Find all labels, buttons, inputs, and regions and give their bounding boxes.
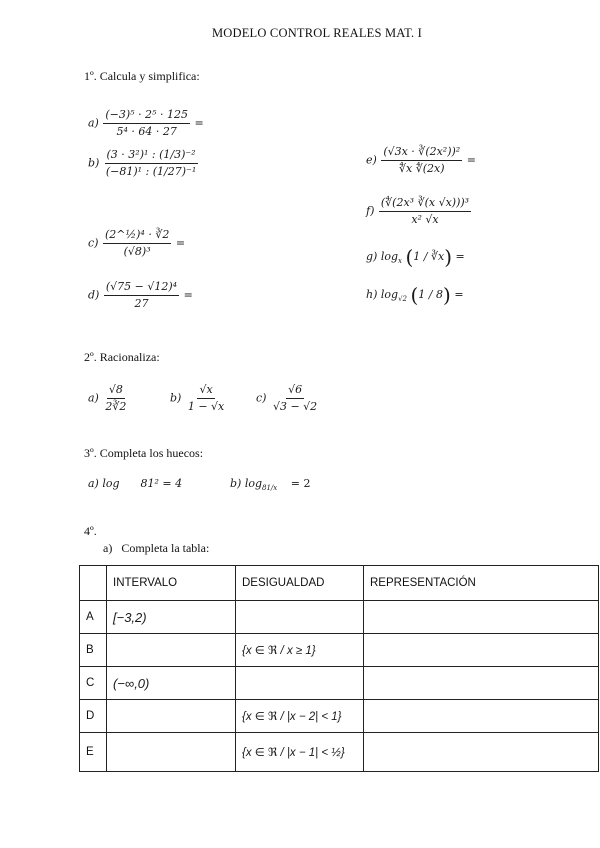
fraction-denominator: 27 bbox=[134, 297, 149, 310]
question-3-heading: 3º. Completa los huecos: bbox=[84, 446, 204, 460]
header-cell: DESIGUALDAD bbox=[236, 566, 364, 601]
inequality-cell[interactable]: {x ∈ ℜ / |x − 2| < 1} bbox=[236, 700, 364, 733]
interval-cell[interactable] bbox=[107, 733, 236, 772]
exercise-2b bbox=[170, 383, 227, 414]
equals-sign: = bbox=[194, 116, 204, 130]
fraction-numerator: √6 bbox=[286, 383, 304, 399]
equals-two: = 2 bbox=[290, 477, 311, 490]
row-id: E bbox=[80, 733, 107, 772]
equals-sign: = bbox=[183, 288, 193, 302]
exercise-label: g) log bbox=[366, 250, 399, 263]
exercise-1c bbox=[88, 228, 185, 259]
header-cell: INTERVALO bbox=[107, 566, 236, 601]
exercise-1h bbox=[366, 283, 464, 307]
representation-cell[interactable] bbox=[364, 634, 599, 667]
inequality-cell[interactable] bbox=[236, 667, 364, 700]
exercise-1a bbox=[88, 108, 204, 139]
fraction-denominator: 5⁴ · 64 · 27 bbox=[116, 125, 177, 138]
inequality-cell[interactable] bbox=[236, 601, 364, 634]
exercise-label: c) bbox=[88, 236, 99, 250]
exercise-label: b) bbox=[170, 391, 182, 405]
exercise-2a bbox=[88, 383, 129, 414]
fraction-numerator: (−3)⁵ · 2⁵ · 125 bbox=[103, 108, 190, 124]
table-row bbox=[80, 601, 599, 634]
exercise-label: c) bbox=[256, 391, 267, 405]
log-argument: 1 / 8 bbox=[418, 288, 443, 301]
exercise-label: b) log bbox=[230, 477, 263, 490]
representation-cell[interactable] bbox=[364, 601, 599, 634]
fraction-numerator: (√3x · ∛(2x²))² bbox=[381, 145, 462, 161]
exercise-1e bbox=[366, 145, 476, 176]
exercise-label: b) bbox=[88, 156, 100, 170]
intervals-table bbox=[79, 565, 599, 772]
log-base: x bbox=[398, 257, 402, 265]
inequality-cell[interactable]: {x ∈ ℜ / x ≥ 1} bbox=[236, 634, 364, 667]
equals-sign: = bbox=[455, 250, 465, 263]
fraction-denominator: √3 − √2 bbox=[272, 400, 318, 413]
fraction-numerator: (√75 − √12)⁴ bbox=[104, 280, 179, 296]
fraction-numerator: √x bbox=[197, 383, 214, 399]
header-cell-empty bbox=[80, 566, 107, 601]
equals-sign: = bbox=[454, 288, 464, 301]
question-2-heading: 2º. Racionaliza: bbox=[84, 350, 160, 364]
table-header-row bbox=[80, 566, 599, 601]
fraction-denominator: 1 − √x bbox=[187, 400, 225, 413]
header-cell: REPRESENTACIÓN bbox=[364, 566, 599, 601]
exercise-label: a) bbox=[88, 116, 99, 130]
fraction-numerator: √8 bbox=[107, 383, 125, 399]
close-paren: ) bbox=[443, 283, 451, 307]
fraction-numerator: (3 · 3²)¹ : (1/3)⁻² bbox=[105, 148, 198, 164]
equals-sign: = bbox=[466, 153, 476, 167]
log-base: √2 bbox=[398, 295, 407, 303]
equals-sign: = bbox=[175, 236, 186, 250]
table-row bbox=[80, 634, 599, 667]
exercise-label: f) bbox=[366, 204, 375, 218]
exercise-label: d) bbox=[88, 288, 100, 302]
open-paren: ( bbox=[410, 283, 419, 307]
fraction-denominator: 2∛2 bbox=[105, 400, 127, 413]
table-row bbox=[80, 733, 599, 772]
fraction-denominator: x² √x bbox=[411, 213, 439, 226]
interval-cell[interactable]: (−∞,0) bbox=[107, 667, 236, 700]
row-id: D bbox=[80, 700, 107, 733]
inequality-cell[interactable]: {x ∈ ℜ / |x − 1| < ½} bbox=[236, 733, 364, 772]
row-id: B bbox=[80, 634, 107, 667]
exercise-label: e) bbox=[366, 153, 377, 167]
close-paren: ) bbox=[444, 245, 453, 269]
row-id: A bbox=[80, 601, 107, 634]
exercise-1f bbox=[366, 196, 472, 227]
question-4-subheading: a) Completa la tabla: bbox=[103, 541, 210, 555]
exercise-label: a) bbox=[88, 391, 99, 405]
exercise-1b bbox=[88, 148, 199, 179]
fraction-denominator: (√8)³ bbox=[123, 245, 151, 258]
representation-cell[interactable] bbox=[364, 700, 599, 733]
log-argument: 1 / ∛x bbox=[413, 250, 445, 263]
fraction-denominator: ∜x ∜(2x) bbox=[399, 162, 445, 175]
open-paren: ( bbox=[405, 245, 414, 269]
interval-cell[interactable] bbox=[107, 634, 236, 667]
exercise-1d bbox=[88, 280, 193, 311]
row-id: C bbox=[80, 667, 107, 700]
exercise-3b bbox=[230, 477, 310, 492]
question-1-heading: 1º. Calcula y simplifica: bbox=[84, 69, 200, 83]
interval-cell[interactable] bbox=[107, 700, 236, 733]
log-base: 81/x bbox=[262, 484, 278, 492]
fraction-numerator: (2^½)⁴ · ∛2 bbox=[103, 228, 171, 244]
representation-cell[interactable] bbox=[364, 733, 599, 772]
representation-cell[interactable] bbox=[364, 667, 599, 700]
exercise-label: h) log bbox=[366, 288, 399, 301]
table-row bbox=[80, 700, 599, 733]
exercise-1g bbox=[366, 245, 465, 269]
table-row bbox=[80, 667, 599, 700]
exercise-2c bbox=[256, 383, 320, 414]
fraction-denominator: (−81)¹ : (1/27)⁻¹ bbox=[105, 165, 197, 178]
fraction-numerator: (∜(2x³ ∛(x √x)))³ bbox=[379, 196, 471, 212]
page-title: MODELO CONTROL REALES MAT. I bbox=[211, 26, 423, 40]
interval-cell[interactable]: [−3,2) bbox=[107, 601, 236, 634]
exercise-3a: a) log 81² = 4 bbox=[88, 477, 183, 490]
question-4-heading: 4º. bbox=[84, 524, 97, 538]
